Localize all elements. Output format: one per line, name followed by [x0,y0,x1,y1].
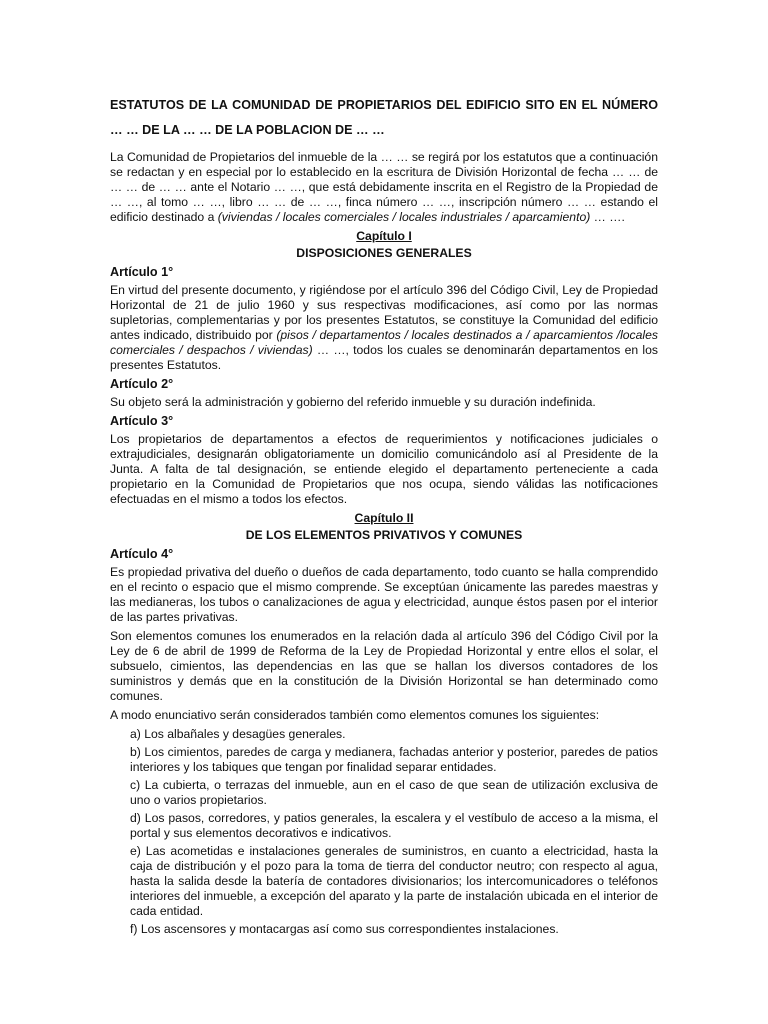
chapter-1-number: Capítulo I [356,229,412,243]
article-1-text-end: … …, todos los cuales se denominarán departamentos en los presentes Estatutos. [110,343,658,372]
list-item: b) Los cimientos, paredes de carga y medianera, fachadas anterior y posterior, paredes de patios interiores y los tabiques que tengan por finalidad separar entidades. [130,745,658,774]
article-1-italic-text: (pisos / departamentos / locales destinados a / aparcamientos /locales comerciales / despachos / viviendas) [110,328,659,357]
article-1-text-start: En virtud del presente documento, y rigiéndose por el artículo 396 del Código Civil, Ley de Propiedad Horizontal de 21 de julio 1960 y sus respectivas modificaciones, así como por las normas supletorias, complementarias y por los presentes Estatutos, se constituye la Comunidad del edificio antes indicado, distribuido por [110,283,658,342]
list-item: d) Los pasos, corredores, y patios generales, la escalera y el vestíbulo de acceso a la misma, el portal y sus elementos decorativos e indicativos. [130,811,658,840]
article-1-heading: Artículo 1° [110,265,174,279]
chapter-1-title: DISPOSICIONES GENERALES [296,246,472,260]
list-item: a) Los albañales y desagües generales. [130,727,346,741]
intro-text: La Comunidad de Propietarios del inmueble de la … … se regirá por los estatutos que a continuación se redactan y en especial por lo establecido en la escritura de División Horizontal de fecha … … de … … de … … ante el Notario … …, que está debidamente inscrita en el Registro de la Propiedad de … …, al tomo … …, libro … … de … …, finca número … …, inscripción número … … estando el edificio destinado a [110,150,658,224]
intro-italic-text: (viviendas / locales comerciales / locales industriales / aparcamiento) [217,210,591,224]
article-3-text: Los propietarios de departamentos a efectos de requerimientos y notificaciones judiciales o extrajudiciales, designarán obligatoriamente un domicilio comunicándolo así al Presidente de la Junta. A falta de tal designación, se entiende elegido el departamento perteneciente a cada propietario en la Comunidad de Propietarios que nos ocupa, siendo válidas las notificaciones efectuadas en el mismo a todos los efectos. [110,432,658,506]
article-2-heading: Artículo 2° [110,377,174,391]
article-1-text [110,283,658,373]
article-4-paragraph-2: Son elementos comunes los enumerados en la relación dada al artículo 396 del Código Civil por la Ley de 6 de abril de 1999 de Reforma de la Ley de Propiedad Horizontal y entre ellos el solar, el subsuelo, cimientos, las dependencias en las que se hallan los diversos contadores de los suministros y demás que en la constitución de la División Horizontal se han determinado como comunes. [110,629,658,703]
intro-text-end: … …. [590,210,625,224]
article-4-paragraph-3: A modo enunciativo serán considerados también como elementos comunes los siguientes: [110,708,600,722]
list-item: c) La cubierta, o terrazas del inmueble, aun en el caso de que sean de utilización exclusiva de uno o varios propietarios. [130,778,658,807]
article-2-text: Su objeto será la administración y gobierno del referido inmueble y su duración indefinida. [110,395,596,409]
list-item: e) Las acometidas e instalaciones generales de suministros, en cuanto a electricidad, hasta la caja de distribución y el pozo para la toma de tierra del conductor neutro; con respecto al agua, hasta la salida desde la batería de contadores divisionarios; los intercomunicadores o teléfonos interiores del inmueble, a excepción del aparato y la parte de instalación ubicada en el interior de cada entidad. [130,844,658,918]
chapter-2-title: DE LOS ELEMENTOS PRIVATIVOS Y COMUNES [245,528,523,542]
article-4-heading: Artículo 4° [110,547,174,561]
list-item: f) Los ascensores y montacargas así como sus correspondientes instalaciones. [130,922,559,936]
article-3-heading: Artículo 3° [110,414,174,428]
chapter-2-number: Capítulo II [354,511,414,525]
common-elements-list [110,727,658,937]
document-title: ESTATUTOS DE LA COMUNIDAD DE PROPIETARIOS DEL EDIFICIO SITO EN EL NÚMERO … … DE LA … … DE LA POBLACION DE … … [110,98,658,137]
article-4-paragraph-1: Es propiedad privativa del dueño o dueños de cada departamento, todo cuanto se halla comprendido en el recinto o espacio que el mismo comprende. Se exceptúan únicamente las paredes maestras y las medianeras, los tubos o canalizaciones de agua y electricidad, aunque éstos pasen por el interior de las partes privativas. [110,565,658,624]
intro-paragraph [110,150,658,225]
